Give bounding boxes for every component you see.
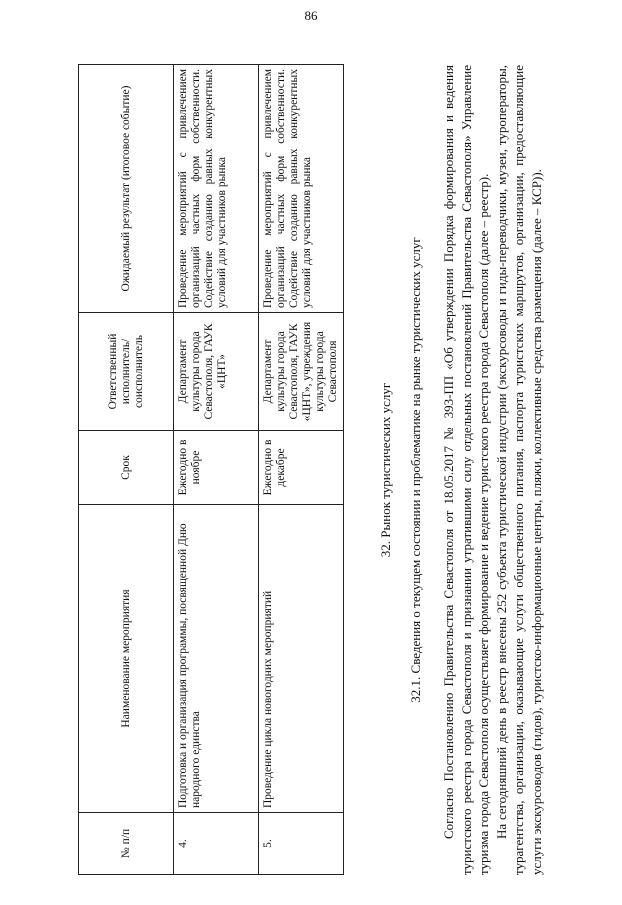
body-text — [440, 65, 545, 875]
header-term: Срок — [79, 431, 174, 505]
cell-name: Проведение цикла новогодних мероприятий — [259, 505, 344, 813]
cell-executor: Департамент культуры города Севастополя, ГАУК «ЦНТ», учреждения культуры города Севастополя — [259, 313, 344, 431]
table-header-row — [79, 65, 174, 875]
section-title: 32. Рынок туристических услуг — [378, 382, 393, 558]
header-name: Наименование мероприятия — [79, 505, 174, 813]
events-table — [78, 64, 344, 875]
cell-term: Ежегодно в ноябре — [174, 431, 259, 505]
cell-result: Проведение мероприятий с привлечением организаций частных форм собственности. Содействие созданию равных конкурентных условий для участников рынка — [174, 65, 259, 313]
cell-result: Проведение мероприятий с привлечением организаций частных форм собственности. Содействие созданию равных конкурентных условий для участников рынка — [259, 65, 344, 313]
header-executor: Ответственный исполнитель/ соисполнитель — [79, 313, 174, 431]
subsection-title: 32.1. Сведения о текущем состоянии и проблематике на рынке туристических услуг — [408, 237, 423, 703]
table-row — [174, 65, 259, 875]
cell-name: Подготовка и организация программы, посвященной Дню народного единства — [174, 505, 259, 813]
cell-term: Ежегодно в декабре — [259, 431, 344, 505]
cell-num: 4. — [174, 813, 259, 875]
header-result: Ожидаемый результат (итоговое событие) — [79, 65, 174, 313]
rotated-page-content — [78, 55, 566, 885]
cell-num: 5. — [259, 813, 344, 875]
paragraph: На сегодняшний день в реестр внесены 252 субъекта туристической индустрии (экскурсоводы и гиды-переводчики, музеи, туроператоры, турагентства, организации, оказывающие услуги общественного питания, паспорта туристских маршрутов, организации, предоставляющие услуги экскурсоводов (гидов), туристско-информационные центры, пляжи, коллективные средства размещения (далее – КСР)). — [493, 65, 544, 875]
table-row — [259, 65, 344, 875]
page-number: 86 — [304, 8, 318, 23]
paragraph: Согласно Постановлению Правительства Севастополя от 18.05.2017 № 393-ПП «Об утверждении Порядка формирования и ведения туристского реестра города Севастополя и признании утратившими силу отдельных постановлений Правительства Севастополя» Управление туризма города Севастополя осуществляет формирование и ведение туристского реестра города Севастополя (далее – реестр). — [441, 65, 491, 875]
cell-executor: Департамент культуры города Севастополя, ГАУК «ЦНТ» — [174, 313, 259, 431]
header-num: № п/п — [79, 813, 174, 875]
